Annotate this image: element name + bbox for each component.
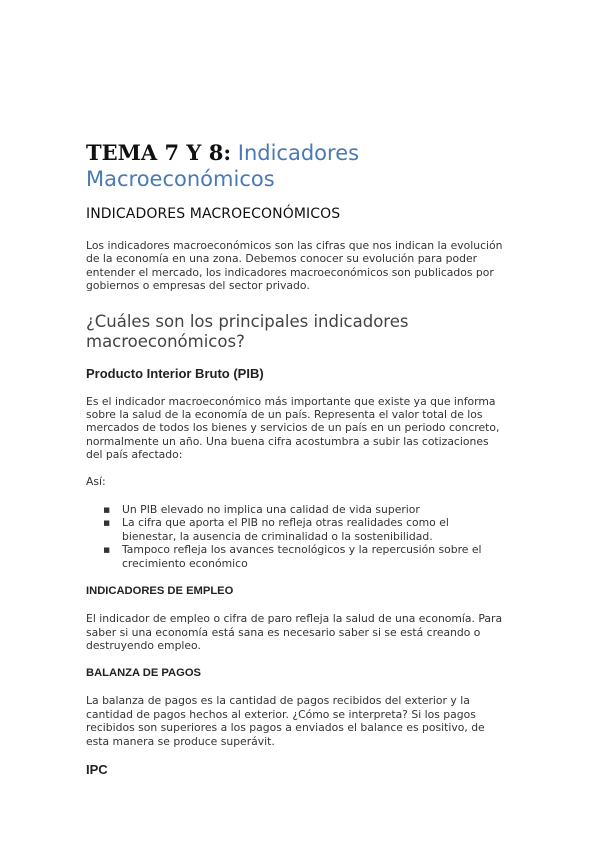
question-line: macroeconómicos?: [86, 331, 245, 351]
document-title: [86, 140, 516, 192]
question-heading: [86, 312, 516, 352]
bullet-icon: ▪: [103, 543, 111, 557]
title-lead: TEMA 7 Y 8:: [86, 140, 232, 165]
balanza-paragraph: [86, 694, 516, 748]
balanza-line: La balanza de pagos es la cantidad de pagos recibidos del exterior y la: [86, 694, 470, 708]
empleo-line: destruyendo empleo.: [86, 638, 201, 652]
intro-paragraph: [86, 239, 516, 293]
intro-line: entender el mercado, los indicadores macroeconómicos son publicados por: [86, 265, 494, 279]
empleo-line: saber si una economía está sana es necesario saber si se está creando o: [86, 625, 481, 639]
list-item: ▪ Un PIB elevado no implica una calidad de vida superior: [103, 503, 420, 517]
pib-heading: Producto Interior Bruto (PIB): [86, 365, 264, 381]
list-item: ▪ La cifra que aporta el PIB no refleja otras realidades como el bienestar, la ausencia de criminalidad o la sostenibilidad.: [103, 516, 449, 543]
balanza-line: cantidad de pagos hechos al exterior. ¿Cómo se interpreta? Si los pagos: [86, 707, 476, 721]
question-line: ¿Cuáles son los principales indicadores: [86, 311, 409, 331]
balanza-line: esta manera se produce superávit.: [86, 734, 275, 748]
empleo-paragraph: [86, 612, 516, 652]
empleo-line: El indicador de empleo o cifra de paro refleja la salud de una economía. Para: [86, 612, 503, 626]
bullet-icon: ▪: [103, 516, 111, 530]
pib-bullet-list: [86, 503, 516, 570]
ipc-heading: IPC: [86, 761, 108, 777]
empleo-heading: INDICADORES DE EMPLEO: [86, 585, 234, 598]
intro-line: de la economía en una zona. Debemos conocer su evolución para poder: [86, 252, 478, 266]
intro-line: Los indicadores macroeconómicos son las cifras que nos indican la evolución: [86, 239, 503, 252]
asi-paragraph: Así:: [86, 474, 106, 488]
balanza-line: recibidos son superiores a los pagos a enviados el balance es positivo, de: [86, 721, 485, 735]
pib-line: mercados de todos los bienes y servicios de un país en un periodo concreto,: [86, 421, 500, 435]
pib-paragraph: [86, 395, 516, 462]
balanza-heading: BALANZA DE PAGOS: [86, 667, 201, 680]
title-accent-line1: Indicadores: [237, 141, 360, 165]
main-heading: INDICADORES MACROECONÓMICOS: [86, 206, 341, 222]
list-item: ▪ Tampoco refleja los avances tecnológicos y la repercusión sobre el crecimiento económico: [103, 543, 482, 570]
pib-line: Es el indicador macroeconómico más importante que existe ya que informa: [86, 394, 496, 408]
intro-line: gobiernos o empresas del sector privado.: [86, 279, 310, 293]
bullet-icon: ▪: [103, 503, 111, 517]
document-body: [86, 140, 516, 777]
pib-line: del país afectado:: [86, 448, 183, 462]
pib-line: normalmente un año. Una buena cifra acostumbra a subir las cotizaciones: [86, 434, 489, 448]
pib-line: sobre la salud de la economía de un país. Representa el valor total de los: [86, 408, 483, 422]
title-accent-line2: Macroeconómicos: [86, 167, 275, 191]
